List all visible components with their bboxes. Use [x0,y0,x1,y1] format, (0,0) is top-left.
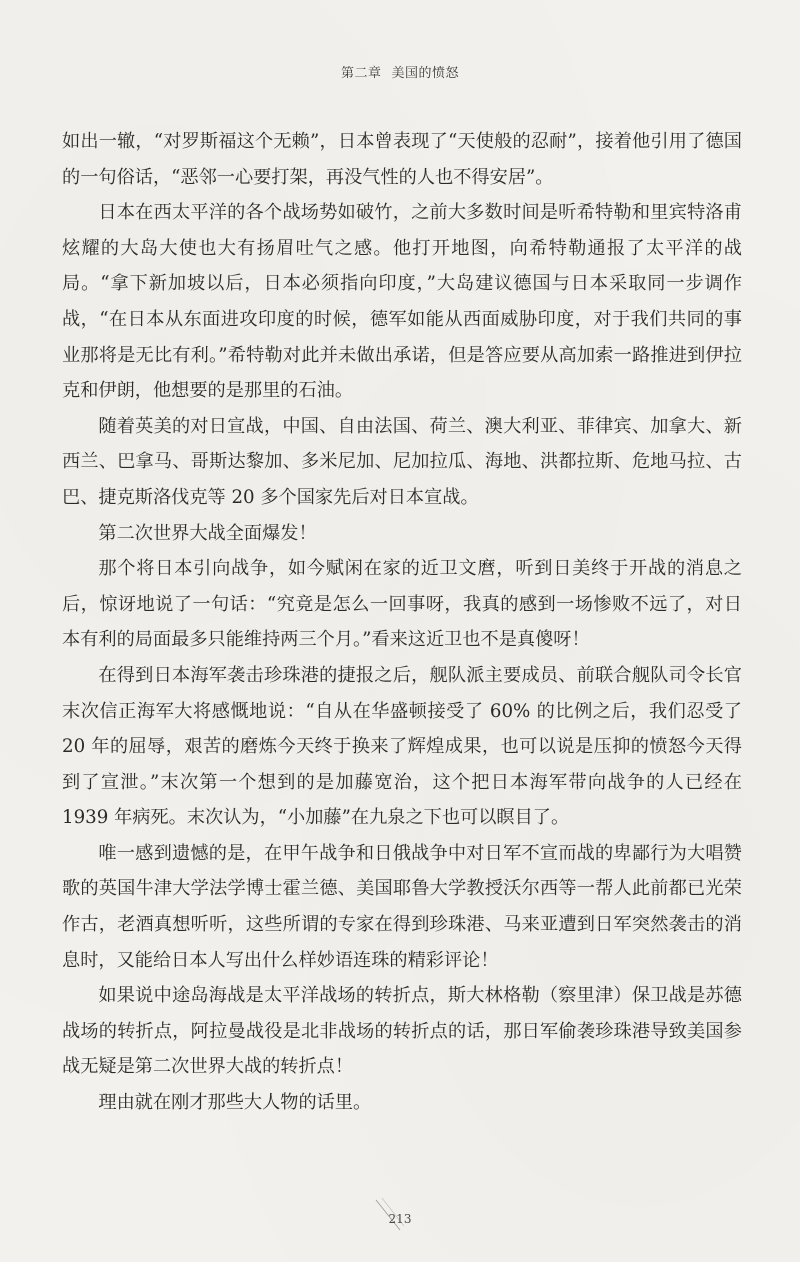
paragraph: 随着英美的对日宣战，中国、自由法国、荷兰、澳大利亚、菲律宾、加拿大、新西兰、巴拿马、哥斯达黎加、多米尼加、尼加拉瓜、海地、洪都拉斯、危地马拉、古巴、捷克斯洛伐克等 20 多个国家先后对日本宣战。 [62,415,742,508]
paragraph: 第二次世界大战全面爆发！ [98,522,317,544]
chapter-label: 第二章 [340,66,382,81]
page-number: 213 [388,1212,412,1226]
paragraph: 如果说中途岛海战是太平洋战场的转折点，斯大林格勒（察里津）保卫战是苏德战场的转折点，阿拉曼战役是北非战场的转折点的话，那日军偷袭珍珠港导致美国参战无疑是第二次世界大战的转折点！ [62,985,742,1078]
paragraph: 如出一辙，“对罗斯福这个无赖”，日本曾表现了“天使般的忍耐”，接着他引用了德国的一句俗话，“恶邻一心要打架，再没气性的人也不得安居”。 [62,131,742,188]
paragraph: 在得到日本海军袭击珍珠港的捷报之后，舰队派主要成员、前联合舰队司令长官末次信正海军大将感慨地说：“自从在华盛顿接受了 60% 的比例之后，我们忍受了 20 年的屈辱，艰苦的磨炼今天终于换来了辉煌成果，也可以说是压抑的愤怒今天得到了宣泄。”末次第一个想到的是加藤宽治，这个把日本海军带向战争的人已经在 1939 年病死。末次认为，“小加藤”在九泉之下也可以瞑目了。 [62,664,742,829]
running-header [0,62,800,81]
paragraph: 理由就在刚才那些大人物的话里。 [98,1092,372,1114]
paragraph: 唯一感到遗憾的是，在甲午战争和日俄战争中对日军不宣而战的卑鄙行为大唱赞歌的英国牛津大学法学博士霍兰德、美国耶鲁大学教授沃尔西等一帮人此前都已光荣作古，老酒真想听听，这些所谓的专家在得到珍珠港、马来亚遭到日军突然袭击的消息时，又能给日本人写出什么样妙语连珠的精彩评论！ [62,842,742,971]
chapter-title: 美国的愤怒 [391,66,460,81]
paragraph: 日本在西太平洋的各个战场势如破竹，之前大多数时间是听希特勒和里宾特洛甫炫耀的大岛大使也大有扬眉吐气之感。他打开地图，向希特勒通报了太平洋的战局。“拿下新加坡以后，日本必须指向印度，”大岛建议德国与日本采取同一步调作战，“在日本从东面进攻印度的时候，德军如能从西面威胁印度，对于我们共同的事业那将是无比有利。”希特勒对此并未做出承诺，但是答应要从高加索一路推进到伊拉克和伊朗，他想要的是那里的石油。 [62,202,742,402]
body-text [62,124,742,1121]
paragraph: 那个将日本引向战争，如今赋闲在家的近卫文麿，听到日美终于开战的消息之后，惊讶地说了一句话：“究竟是怎么一回事呀，我真的感到一场惨败不远了，对日本有利的局面最多只能维持两三个月。”看来这近卫也不是真傻呀！ [62,558,742,651]
